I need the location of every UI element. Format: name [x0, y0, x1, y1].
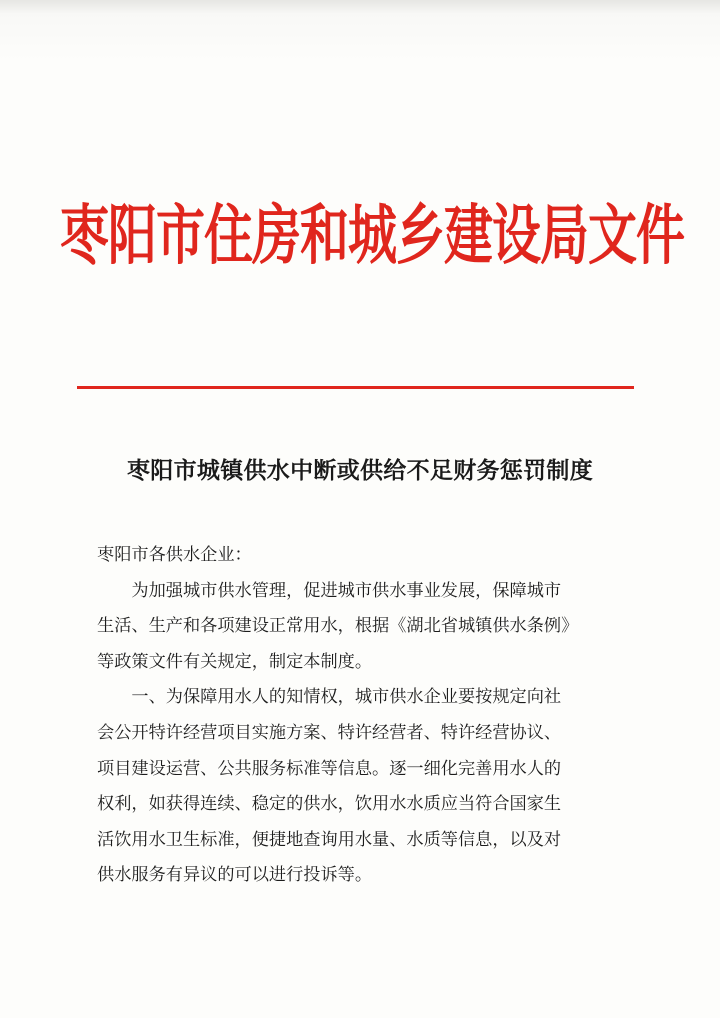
paragraph-1-line: 生活、生产和各项建设正常用水，根据《湖北省城镇供水条例》	[97, 616, 579, 637]
red-divider-line	[77, 386, 634, 389]
document-title: 枣阳市城镇供水中断或供给不足财务惩罚制度	[127, 457, 593, 484]
paragraph-1-line: 为加强城市供水管理，促进城市供水事业发展，保障城市	[131, 580, 562, 601]
paragraph-2-line: 权利，如获得连续、稳定的供水，饮用水水质应当符合国家生	[97, 794, 562, 815]
paragraph-2-line: 供水服务有异议的可以进行投诉等。	[97, 865, 373, 886]
paragraph-2-line: 一、为保障用水人的知情权，城市供水企业要按规定向社	[131, 687, 562, 708]
document-body	[97, 538, 617, 894]
salutation: 枣阳市各供水企业：	[97, 545, 252, 565]
paragraph-2	[97, 680, 617, 894]
paragraph-1	[97, 574, 617, 681]
document-header-title: 枣阳市住房和城乡建设局文件	[60, 196, 685, 274]
paragraph-1-line: 等政策文件有关规定，制定本制度。	[97, 651, 373, 672]
paragraph-2-line: 会公开特许经营项目实施方案、特许经营者、特许经营协议、	[97, 722, 562, 743]
paragraph-2-line: 项目建设运营、公共服务标准等信息。逐一细化完善用水人的	[97, 758, 562, 779]
paragraph-2-line: 活饮用水卫生标准，便捷地查询用水量、水质等信息，以及对	[97, 829, 562, 850]
scan-edge-shadow	[0, 0, 720, 14]
